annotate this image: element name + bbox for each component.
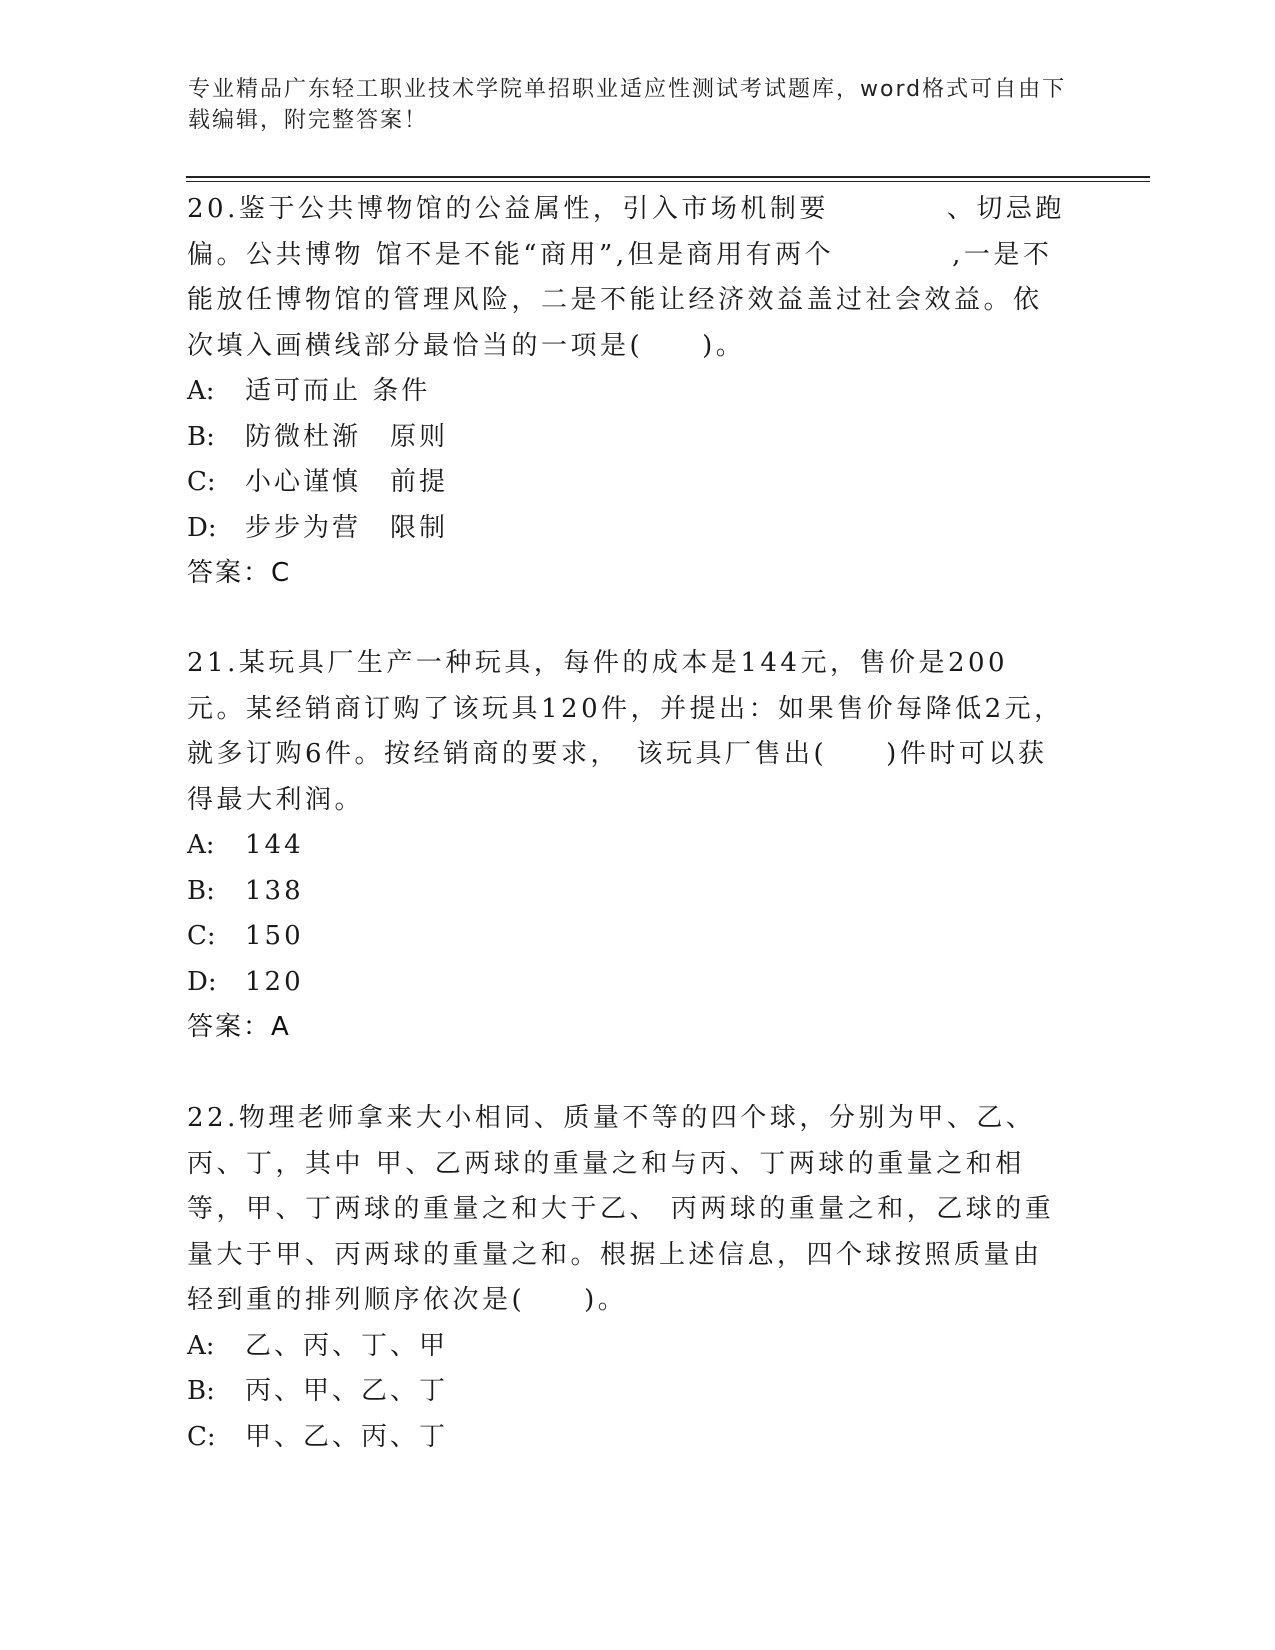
answer: 答案：C <box>187 558 292 588</box>
question-20 <box>187 187 1067 597</box>
question-text: 21.某玩具厂生产一种玩具，每件的成本是144元，售价是200元。某经销商订购了该玩具120件，并提出：如果售价每降低2元，就多订购6件。按经销商的要求， 该玩具厂售出( )件时可以获得最大利润。 <box>187 648 1064 815</box>
option-text: 小心谨慎 前提 <box>245 467 449 497</box>
option-text: 防微杜渐 原则 <box>245 421 449 452</box>
option-letter: D: <box>187 512 217 543</box>
option-text: 120 <box>245 966 304 997</box>
option-letter: C: <box>187 467 216 497</box>
option-text: 138 <box>245 875 304 906</box>
option-letter: B: <box>187 421 215 452</box>
option-letter: A: <box>187 830 215 860</box>
option-text: 甲、乙、丙、丁 <box>245 1421 449 1452</box>
option-text: 乙、丙、丁、甲 <box>245 1330 449 1361</box>
option-c <box>187 1415 1067 1461</box>
option-text: 步步为营 限制 <box>245 512 449 543</box>
option-c <box>187 914 1067 960</box>
document-header: 专业精品广东轻工职业技术学院单招职业适应性测试考试题库，word格式可自由下载编辑，附完整答案！ <box>188 77 1067 133</box>
header-rule-thin <box>186 181 1150 182</box>
option-d <box>187 506 1067 552</box>
option-a <box>187 369 1067 415</box>
option-letter: B: <box>187 875 215 906</box>
option-text: 144 <box>245 830 304 860</box>
option-letter: C: <box>187 1421 216 1452</box>
option-c <box>187 460 1067 506</box>
option-text: 适可而止 条件 <box>245 376 431 406</box>
option-b <box>187 869 1067 915</box>
header-rule-thick <box>186 176 1150 178</box>
question-text: 20.鉴于公共博物馆的公益属性，引入市场机制要 、切忌跑偏。公共博物 馆不是不能“商用”,但是商用有两个 ,一是不能放任博物馆的管理风险，二是不能让经济效益盖过社会效益。依次填入画横线部分最恰当的一项是( )。 <box>187 194 1065 361</box>
option-d <box>187 960 1067 1006</box>
question-22 <box>187 1096 1067 1460</box>
option-letter: D: <box>187 966 217 997</box>
option-letter: C: <box>187 921 216 951</box>
option-text: 丙、甲、乙、丁 <box>245 1376 449 1406</box>
option-text: 150 <box>245 921 304 951</box>
answer: 答案：A <box>187 1012 291 1042</box>
option-letter: B: <box>187 1376 215 1406</box>
question-text: 22.物理老师拿来大小相同、质量不等的四个球，分别为甲、乙、丙、丁，其中 甲、乙两球的重量之和与丙、丁两球的重量之和相等，甲、丁两球的重量之和大于乙、 丙两球的重量之和，乙球的重量大于甲、丙两球的重量之和。根据上述信息，四个球按照质量由轻到重的排列顺序依次是( )。 <box>187 1103 1055 1315</box>
question-21 <box>187 641 1067 1051</box>
option-letter: A: <box>187 376 215 406</box>
option-b <box>187 415 1067 461</box>
option-letter: A: <box>187 1330 215 1361</box>
option-a <box>187 1324 1067 1370</box>
option-b <box>187 1369 1067 1415</box>
option-a <box>187 823 1067 869</box>
